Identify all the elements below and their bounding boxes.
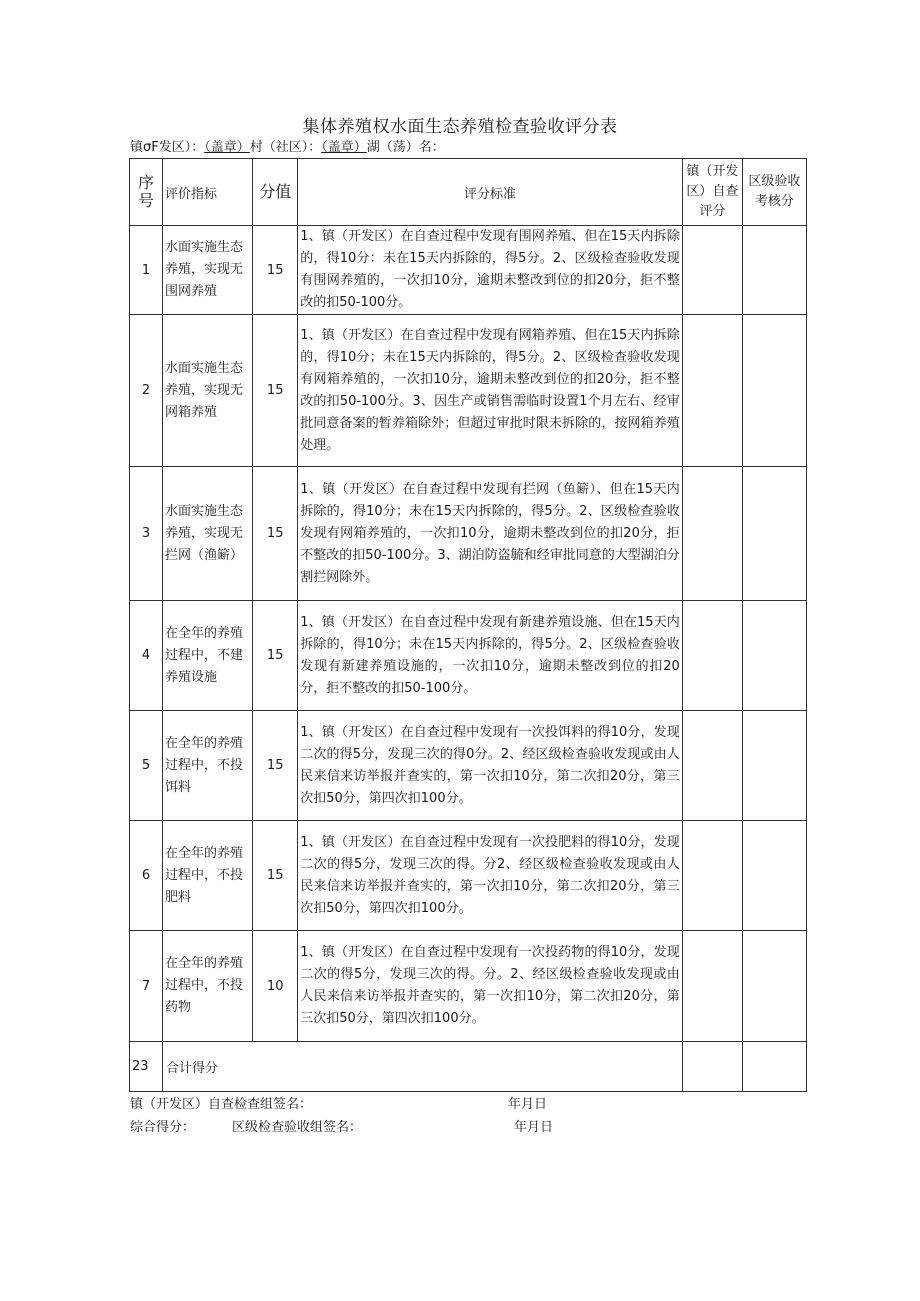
page-title: 集体养殖权水面生态养殖检查验收评分表: [302, 117, 618, 137]
seal-placeholder-town: （盖章）: [204, 140, 250, 155]
row-indicator: 在全年的养殖过程中，不建养殖设施: [163, 601, 253, 711]
row-criteria: 1、镇（开发区）在自查过程中发现有一次投药物的得10分，发现二次的得5分，发现三次的得。分。2、经区级检查验收发现或由人民来信来访举报并查实的，第一次扣10分，第二次扣20分，第三次扣50分，第四次扣100分。: [298, 931, 683, 1042]
row-no: 4: [130, 601, 163, 711]
header-line: [130, 136, 445, 155]
row-self-score-cell[interactable]: [682, 315, 742, 467]
total-no: 23: [130, 1042, 163, 1092]
row-indicator: 水面实施生态养殖，实现无网箱养殖: [163, 315, 253, 467]
row-district-score-cell[interactable]: [742, 931, 806, 1042]
table-row: [130, 601, 807, 711]
row-self-score-cell[interactable]: [682, 711, 742, 821]
row-criteria: 1、镇（开发区）在自查过程中发现有一次投肥料的得10分，发现二次的得5分，发现三次的得。分2、经区级检查验收发现或由人民来信来访举报并查实的，第一次扣10分，第二次扣20分，第三次扣50分，第四次扣100分。: [298, 821, 683, 931]
row-no: 6: [130, 821, 163, 931]
row-no: 3: [130, 467, 163, 601]
header-indicator: 评价指标: [163, 159, 253, 226]
seal-placeholder-village: （盖章）: [321, 140, 367, 155]
table-row: [130, 226, 807, 315]
row-no: 2: [130, 315, 163, 467]
row-points: 15: [253, 467, 298, 601]
row-indicator: 在全年的养殖过程中，不投肥料: [163, 821, 253, 931]
row-self-score-cell[interactable]: [682, 931, 742, 1042]
total-label: 合计得分: [163, 1042, 683, 1092]
row-district-score-cell[interactable]: [742, 601, 806, 711]
town-signature-label: 镇（开发区）自查检查组签名：: [130, 1097, 313, 1112]
table-row: [130, 315, 807, 467]
header-district-score: 区级验收考核分: [742, 159, 806, 226]
row-points: 15: [253, 315, 298, 467]
row-criteria: 1、镇（开发区）在自查过程中发现有网箱养殖、但在15天内拆除的，得10分；未在15天内拆除的，得5分。2、区级检查验收发现有网箱养殖的，一次扣10分，逾期未整改到位的扣20分，拒不整改的扣50-100分。3、因生产或销售需临时设置1个月左右、经审批同意备案的暂养箱除外；但超过审批时限未拆除的，按网箱养殖处理。: [298, 315, 683, 467]
row-points: 15: [253, 711, 298, 821]
row-self-score-cell[interactable]: [682, 821, 742, 931]
row-district-score-cell[interactable]: [742, 821, 806, 931]
total-district-score-cell[interactable]: [742, 1042, 806, 1092]
row-self-score-cell[interactable]: [682, 226, 742, 315]
row-indicator: 在全年的养殖过程中，不投饵料: [163, 711, 253, 821]
row-district-score-cell[interactable]: [742, 315, 806, 467]
row-points: 10: [253, 931, 298, 1042]
row-indicator: 在全年的养殖过程中，不投药物: [163, 931, 253, 1042]
row-self-score-cell[interactable]: [682, 601, 742, 711]
table-header-row: [130, 159, 807, 226]
row-points: 15: [253, 226, 298, 315]
row-indicator: 水面实施生态养殖，实现无围网养殖: [163, 226, 253, 315]
row-points: 15: [253, 821, 298, 931]
row-district-score-cell[interactable]: [742, 226, 806, 315]
header-no: 序号: [130, 159, 163, 226]
header-points: 分值: [253, 159, 298, 226]
lake-name-label: 湖（荡）名：: [366, 140, 445, 155]
row-self-score-cell[interactable]: [682, 467, 742, 601]
row-indicator: 水面实施生态养殖，实现无拦网（渔簖）: [163, 467, 253, 601]
scoring-table: [129, 158, 807, 1092]
row-district-score-cell[interactable]: [742, 467, 806, 601]
header-criteria: 评分标准: [298, 159, 683, 226]
table-row: [130, 931, 807, 1042]
row-criteria: 1、镇（开发区）在自查过程中发现有新建养殖设施、但在15天内拆除的，得10分；未在15天内拆除的，得5分。2、区级检查验收发现有新建养殖设施的，一次扣10分，逾期未整改到位的扣20分，拒不整改的扣50-100分。: [298, 601, 683, 711]
row-no: 1: [130, 226, 163, 315]
total-row: [130, 1042, 807, 1092]
row-criteria: 1、镇（开发区）在自查过程中发现有拦网（鱼簖）、但在15天内拆除的，得10分；未在15天内拆除的，得5分。2、区级检查验收发现有网箱养殖的，一次扣10分，逾期未整改到位的扣20分，拒不整改的扣50-100分。3、湖泊防盗毓和经审批同意的大型湖泊分割拦网除外。: [298, 467, 683, 601]
header-self-score: 镇（开发区）自查评分: [682, 159, 742, 226]
table-row: [130, 467, 807, 601]
district-signature-label: 区级检查验收组签名：: [232, 1120, 363, 1135]
town-signature-date: 年月日: [508, 1097, 548, 1112]
village-label: 村（社区）：: [249, 140, 322, 155]
table-row: [130, 711, 807, 821]
overall-score-label: 综合得分：: [130, 1120, 196, 1135]
total-self-score-cell[interactable]: [682, 1042, 742, 1092]
row-criteria: 1、镇（开发区）在自查过程中发现有围网养殖、但在15天内拆除的，得10分：未在15天内拆除的，得5分。2、区级检查验收发现有围网养殖的，一次扣10分，逾期未整改到位的扣20分，拒不整改的扣50-100分。: [298, 226, 683, 315]
district-signature-date: 年月日: [514, 1120, 554, 1135]
row-district-score-cell[interactable]: [742, 711, 806, 821]
table-row: [130, 821, 807, 931]
row-no: 5: [130, 711, 163, 821]
row-points: 15: [253, 601, 298, 711]
row-criteria: 1、镇（开发区）在自查过程中发现有一次投饵料的得10分，发现二次的得5分，发现三次的得0分。2、经区级检查验收发现或由人民来信来访举报并查实的，第一次扣10分，第二次扣20分，第三次扣50分，第四次扣100分。: [298, 711, 683, 821]
row-no: 7: [130, 931, 163, 1042]
town-label: 镇σF发区）：: [130, 140, 205, 155]
